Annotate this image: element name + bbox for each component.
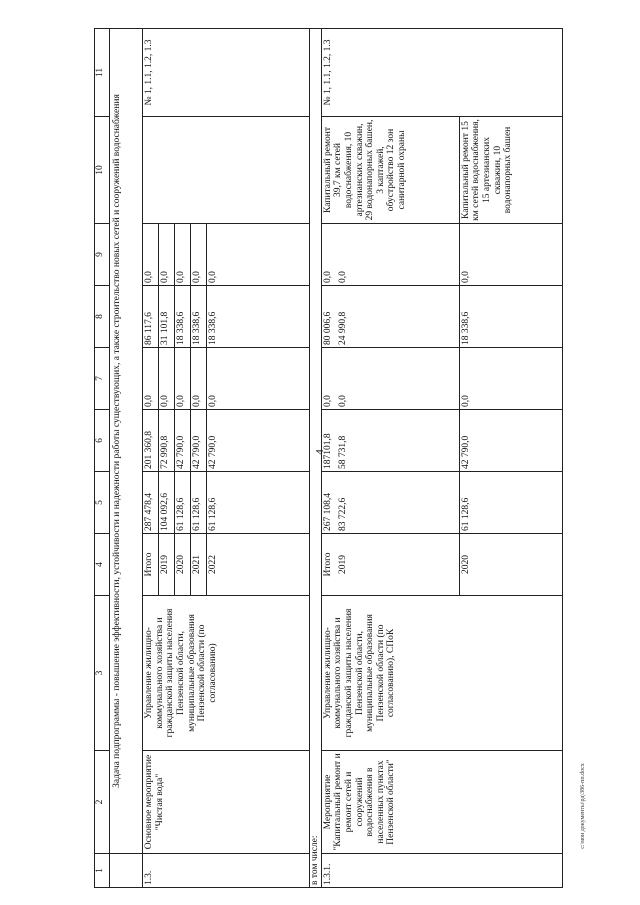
footer-file-path: c:\мои документы\рд\386-пп.docx	[580, 763, 586, 849]
row-1-3-1-year: Итого	[321, 534, 337, 596]
row-1-3-year: 2022	[207, 534, 310, 596]
row-1-3-fed: 42 790,0	[175, 410, 191, 472]
row-1-3-total: 61 128,6	[207, 472, 310, 534]
row-1-3-1-total: 267 108,4	[321, 472, 337, 534]
row-1-3-reg: 0,0	[191, 348, 207, 410]
col-header-5: 5	[95, 472, 110, 534]
row-1-3-local: 86 117,6	[143, 286, 159, 348]
row-1-3-1-number: 1.3.1.	[321, 854, 562, 888]
row-1-3-reg: 0,0	[207, 348, 310, 410]
row-1-3-other: 0,0	[175, 224, 191, 286]
row-1-3-1-local: 80 006,6	[321, 286, 337, 348]
row-1-3-1-year: 2020	[459, 534, 562, 596]
row-1-3-total: 287 478,4	[143, 472, 159, 534]
row-1-3-1-other: 0,0	[459, 224, 562, 286]
row-1-3-1-name: Мероприятие "Капитальный ремонт и ремонт сетей и сооружений водоснабжения в населенных пунктах Пензенской области"	[321, 751, 562, 854]
row-1-3-indicators: № 1, 1.1, 1.2, 1.3	[143, 29, 310, 117]
row-1-3-reg: 0,0	[159, 348, 175, 410]
row-1-3-1-executor: Управление жилищно-коммунального хозяйства и гражданской защиты населения Пензенской области, муниципальные образования Пензенской области (по согласованию), СПоК	[321, 596, 562, 751]
row-1-3-fed: 201 360,8	[143, 410, 159, 472]
row-1-3-1-local: 24 990,8	[337, 286, 460, 348]
row-1-3-1-reg: 0,0	[337, 348, 460, 410]
row-1-3-1	[321, 29, 337, 888]
task-text: Задача подпрограммы - повышение эффективности, устойчивости и надежности работы существующих, а также строительство новых сетей и сооружений водоснабжения	[110, 29, 143, 854]
row-1-3-number: 1.3.	[143, 854, 310, 888]
row-1-3-1-reg: 0,0	[321, 348, 337, 410]
row-1-3-1-other: 0,0	[337, 224, 460, 286]
row-1-3-1-total: 61 128,6	[459, 472, 562, 534]
row-1-3-other: 0,0	[191, 224, 207, 286]
row-1-3-1-fed: 187101,8	[321, 410, 337, 472]
row-1-3-fed: 42 790,0	[207, 410, 310, 472]
col-header-8: 8	[95, 286, 110, 348]
column-number-row	[95, 29, 110, 888]
row-1-3-local: 18 338,6	[175, 286, 191, 348]
row-1-3-year: 2019	[159, 534, 175, 596]
col-header-7: 7	[95, 348, 110, 410]
col-header-9: 9	[95, 224, 110, 286]
row-1-3-1-reg: 0,0	[459, 348, 562, 410]
row-1-3-local: 31 101,8	[159, 286, 175, 348]
row-1-3-1-local: 18 338,6	[459, 286, 562, 348]
row-1-3-name: Основное мероприятие "Чистая вода"	[143, 751, 310, 854]
row-1-3-year: 2020	[175, 534, 191, 596]
row-1-3-1-result-2020: Капитальный ремонт 15 км сетей водоснабжения, 15 артезианских скважин, 10 водонапорных башен	[459, 117, 562, 224]
row-1-3-local: 18 338,6	[191, 286, 207, 348]
row-1-3-1-total: 83 722,6	[337, 472, 460, 534]
row-1-3-total: 61 128,6	[191, 472, 207, 534]
row-1-3-1-fed: 42 790,0	[459, 410, 562, 472]
row-1-3-1-year: 2019	[337, 534, 460, 596]
in-that-number-row	[310, 29, 322, 888]
col-header-2: 2	[95, 751, 110, 854]
row-1-3-1-fed: 58 731,8	[337, 410, 460, 472]
page-number: 4	[314, 449, 326, 455]
row-1-3	[143, 29, 159, 888]
task-row	[110, 29, 143, 888]
row-1-3-year: 2021	[191, 534, 207, 596]
row-1-3-local: 18 338,6	[207, 286, 310, 348]
row-1-3-other: 0,0	[159, 224, 175, 286]
row-1-3-1-indicators: № 1, 1.1, 1.2, 1.3	[321, 29, 562, 117]
row-1-3-1-result-2019: Капитальный ремонт 39,7 км сетей водоснабжения, 10 артезианских скважин, 29 водонапорных башен, 3 каптажей, обустройство 12 зон санитарной охраны	[321, 117, 459, 224]
row-1-3-other: 0,0	[207, 224, 310, 286]
row-1-3-total: 104 092,6	[159, 472, 175, 534]
row-1-3-fed: 42 790,0	[191, 410, 207, 472]
row-1-3-result	[143, 117, 310, 224]
row-1-3-fed: 72 990,8	[159, 410, 175, 472]
col-header-6: 6	[95, 410, 110, 472]
col-header-1: 1	[95, 854, 110, 888]
row-1-3-reg: 0,0	[143, 348, 159, 410]
col-header-3: 3	[95, 596, 110, 751]
rotated-table-sheet	[94, 28, 640, 888]
program-table	[94, 28, 563, 888]
in-that-number-label: в том числе:	[310, 29, 322, 888]
row-1-3-year: Итого	[143, 534, 159, 596]
row-1-3-1-other: 0,0	[321, 224, 337, 286]
row-1-3-other: 0,0	[143, 224, 159, 286]
col-header-11: 11	[95, 29, 110, 117]
row-1-3-reg: 0,0	[175, 348, 191, 410]
row-1-3-total: 61 128,6	[175, 472, 191, 534]
col-header-4: 4	[95, 534, 110, 596]
col-header-10: 10	[95, 117, 110, 224]
row-1-3-executor: Управление жилищно-коммунального хозяйства и гражданской защиты населения Пензенской области, муниципальные образования Пензенской области (по согласованию)	[143, 596, 310, 751]
